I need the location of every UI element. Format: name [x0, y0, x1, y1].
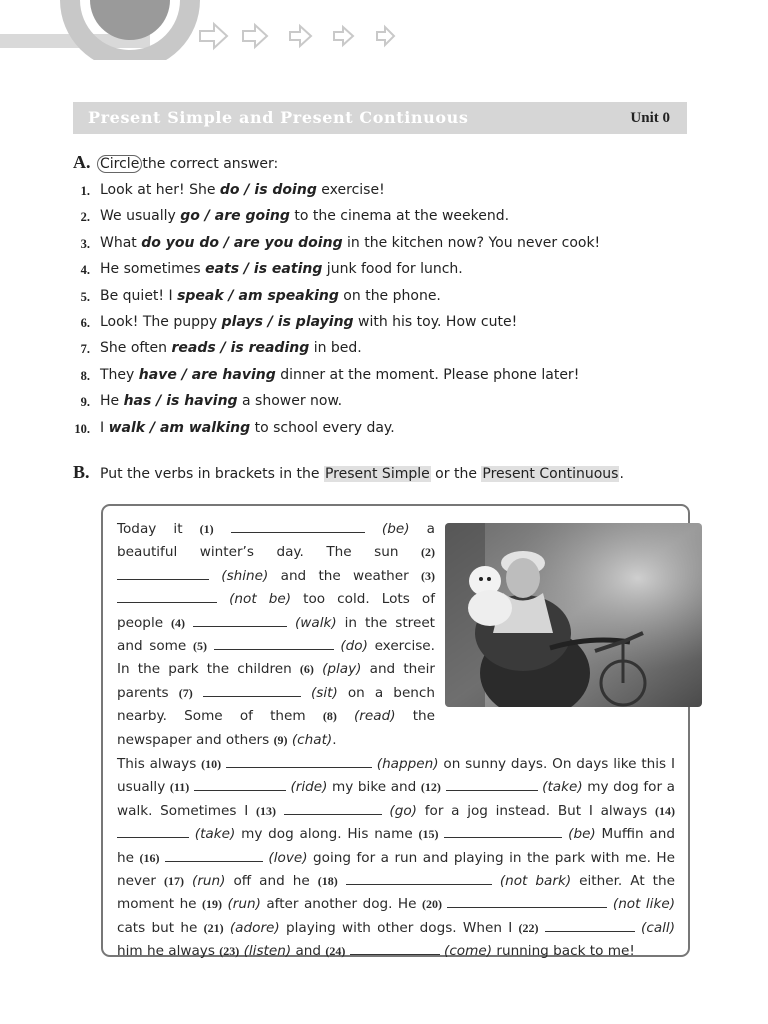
blank-number: (2) — [421, 545, 435, 560]
option-1[interactable]: reads — [171, 340, 216, 357]
item-sentence: He sometimes eats / is eating junk food for lunch. — [100, 261, 463, 278]
option-2[interactable]: is having — [166, 393, 238, 410]
blank-number: (21) — [203, 920, 224, 935]
unit-label: Unit 0 — [630, 110, 670, 126]
option-2[interactable]: is eating — [253, 261, 323, 278]
option-2[interactable]: are you doing — [233, 234, 343, 251]
answer-blank[interactable] — [446, 778, 538, 791]
item-sentence: Look at her! She do / is doing exercise! — [100, 182, 385, 198]
section-a-letter: A. — [73, 152, 91, 172]
exercise-b-paragraph-2: This always (10) (happen) on sunny days. On days like this I usually (11) (ride) my bike and (12) (take) my dog for a walk. Sometimes I (13) (go) for a jog instead. But I always (14) (take) my dog along. His name (15) (be) Muffin and he (16) (love) going for a run and playing in the park with me. He never (17) (run) off and he (18) (not bark) either. At the moment he (19) (run) after another dog. He (20) (not like) cats but he (21) (adore) playing with other dogs. When I (22) (call) him he always (23) (listen) and (24) (come) running back to me! — [117, 756, 676, 960]
answer-blank[interactable] — [193, 614, 287, 627]
circle-word: Circle — [97, 155, 142, 173]
section-b-instruction: Put the verbs in brackets in the Present Simple or the Present Continuous. — [100, 466, 624, 482]
option-2[interactable]: are having — [191, 366, 276, 383]
verb-hint: (be) — [364, 521, 427, 537]
verb-hint: (be) — [562, 826, 602, 843]
tense-highlight: Present Continuous — [482, 466, 619, 482]
photo-woman-with-dog — [445, 523, 702, 707]
exercise-item — [60, 365, 680, 391]
option-1[interactable]: eats — [205, 261, 240, 278]
exercise-item — [60, 338, 680, 364]
option-2[interactable]: is doing — [254, 182, 317, 198]
blank-number: (13) — [255, 803, 276, 818]
blank-number: (12) — [420, 780, 441, 795]
blank-number: (16) — [139, 850, 160, 865]
exercise-item — [60, 418, 680, 444]
exercise-item — [60, 180, 680, 206]
item-number: 10. — [74, 421, 90, 436]
answer-blank[interactable] — [444, 825, 562, 838]
item-sentence: They have / are having dinner at the moment. Please phone later! — [100, 366, 580, 383]
item-number: 1. — [80, 184, 90, 198]
answer-blank[interactable] — [117, 825, 189, 838]
unit-title-bar — [73, 102, 687, 134]
verb-hint: (go) — [381, 802, 425, 819]
item-number: 9. — [80, 395, 90, 410]
item-number: 3. — [80, 236, 90, 251]
answer-blank[interactable] — [117, 567, 209, 580]
exercise-item — [60, 233, 680, 259]
item-number: 6. — [80, 315, 90, 330]
verb-hint: (take) — [537, 779, 588, 796]
item-sentence: Be quiet! I speak / am speaking on the phone. — [100, 287, 441, 304]
option-2[interactable]: am speaking — [238, 287, 339, 304]
header-decoration — [0, 0, 768, 60]
answer-blank[interactable] — [165, 849, 263, 862]
arrow-right-outline-icon — [377, 27, 394, 45]
blank-number: (7) — [178, 685, 193, 700]
verb-hint: (do) — [333, 638, 375, 655]
option-1[interactable]: do you do — [141, 234, 219, 251]
option-1[interactable]: has — [123, 393, 152, 410]
item-sentence: Look! The puppy plays / is playing with his toy. How cute! — [100, 313, 518, 330]
answer-blank[interactable] — [117, 590, 217, 603]
verb-hint: (read) — [336, 708, 413, 725]
verb-hint: (love) — [262, 849, 314, 866]
verb-hint: (not be) — [217, 591, 304, 608]
item-number: 5. — [80, 289, 90, 304]
item-sentence: She often reads / is reading in bed. — [100, 340, 362, 357]
answer-blank[interactable] — [346, 872, 492, 885]
verb-hint: (adore) — [223, 919, 286, 936]
blank-number: (5) — [192, 639, 207, 654]
blank-number: (11) — [169, 780, 190, 795]
answer-blank[interactable] — [203, 684, 301, 697]
option-1[interactable]: have — [138, 366, 177, 383]
arrow-right-outline-icon — [200, 24, 227, 48]
blank-number: (15) — [418, 827, 439, 842]
verb-hint: (not like) — [607, 896, 676, 913]
answer-blank[interactable] — [350, 942, 440, 955]
answer-blank[interactable] — [284, 802, 382, 815]
option-2[interactable]: are going — [214, 208, 290, 225]
option-2[interactable]: is reading — [230, 340, 310, 357]
blank-number: (20) — [421, 897, 442, 912]
verb-hint: (happen) — [371, 756, 444, 772]
verb-hint: (take) — [189, 826, 242, 843]
answer-blank[interactable] — [194, 778, 286, 791]
exercise-a-list — [60, 180, 680, 444]
verb-hint: (run) — [222, 896, 267, 913]
arrow-right-outline-icon — [334, 27, 353, 45]
answer-blank[interactable] — [545, 919, 635, 932]
blank-number: (6) — [299, 662, 314, 677]
page-title: Present Simple and Present Continuous — [88, 108, 469, 127]
tense-highlight: Present Simple — [324, 466, 430, 482]
item-sentence: He has / is having a shower now. — [100, 393, 343, 410]
item-sentence: I walk / am walking to school every day. — [100, 419, 395, 436]
exercise-b-paragraph-1: Today it (1) (be) a beautiful winter’s day. The sun (2) (shine) and the weather (3) (not be) too cold. Lots of people (4) (walk) in the street and some (5) (do) exercise. In the park the children (6) (play) and their parents (7) (sit) on a bench nearby. Some of them (8) (read) the newspaper and others (9) (chat). — [117, 521, 436, 748]
blank-number: (4) — [171, 615, 186, 630]
blank-number: (23) — [219, 944, 240, 959]
blank-number: (19) — [202, 897, 222, 912]
verb-hint: (listen) — [239, 943, 296, 960]
item-number: 2. — [80, 210, 90, 225]
exercise-item — [60, 286, 680, 312]
exercise-item — [60, 259, 680, 285]
option-1[interactable]: go — [180, 208, 200, 225]
item-number: 4. — [80, 263, 90, 278]
item-sentence: What do you do / are you doing in the kitchen now? You never cook! — [100, 234, 601, 251]
verb-hint: (ride) — [285, 779, 333, 796]
arrow-right-outline-icon — [243, 25, 267, 47]
answer-blank[interactable] — [214, 637, 334, 650]
answer-blank[interactable] — [226, 755, 372, 768]
option-1[interactable]: do — [219, 182, 240, 198]
item-number: 8. — [80, 368, 90, 383]
blank-number: (22) — [518, 920, 539, 935]
verb-hint: (call) — [634, 919, 676, 936]
option-1[interactable]: plays — [221, 313, 263, 330]
item-sentence: We usually go / are going to the cinema at the weekend. — [100, 208, 510, 225]
blank-number: (9) — [273, 732, 288, 747]
verb-hint: (come) — [439, 943, 497, 960]
section-a-instruction: Circle the correct answer: — [100, 155, 278, 173]
answer-blank[interactable] — [231, 520, 365, 533]
verb-hint: (sit) — [300, 684, 348, 701]
blank-number: (18) — [317, 874, 338, 889]
verb-hint: (run) — [184, 873, 234, 890]
blank-number: (3) — [421, 568, 436, 583]
exercise-item — [60, 391, 680, 417]
option-2[interactable]: am walking — [159, 419, 251, 436]
blank-number: (24) — [325, 944, 346, 959]
verb-hint: (play) — [313, 661, 370, 678]
option-2[interactable]: is playing — [277, 313, 354, 330]
arrow-right-outline-icon — [290, 26, 311, 46]
blank-number: (17) — [164, 874, 184, 889]
verb-hint: (walk) — [287, 614, 345, 631]
answer-blank[interactable] — [447, 895, 607, 908]
blank-number: (8) — [322, 709, 337, 724]
blank-number: (14) — [654, 803, 675, 818]
verb-hint: (not bark) — [491, 873, 580, 890]
verb-hint: (shine) — [209, 567, 281, 584]
section-b-letter: B. — [73, 462, 90, 482]
exercise-item — [60, 206, 680, 232]
blank-number: (10) — [201, 757, 222, 771]
option-1[interactable]: speak — [177, 287, 224, 304]
option-1[interactable]: walk — [108, 419, 146, 436]
verb-hint: (chat) — [287, 731, 333, 748]
exercise-item — [60, 312, 680, 338]
blank-number: (1) — [199, 522, 214, 536]
item-number: 7. — [80, 342, 90, 357]
